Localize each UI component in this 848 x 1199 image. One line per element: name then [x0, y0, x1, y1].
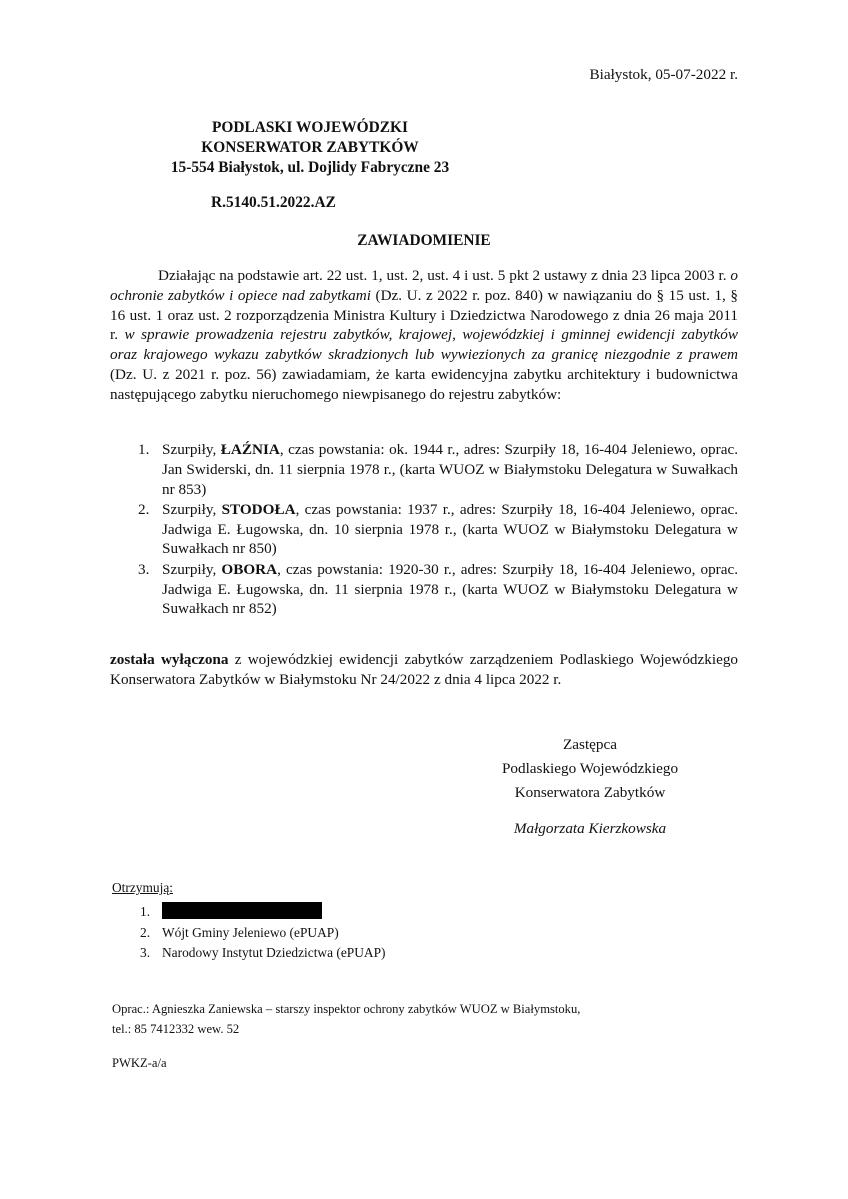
document-date: Białystok, 05-07-2022 r.: [589, 66, 738, 83]
signature-block: [450, 733, 730, 805]
preparer-phone: tel.: 85 7412332 wew. 52: [112, 1022, 240, 1036]
conclusion-paragraph: [110, 650, 738, 690]
issuer-line-1: PODLASKI WOJEWÓDZKI: [212, 119, 408, 136]
item-location: Szurpiły,: [162, 560, 222, 578]
item-location: Szurpiły,: [162, 500, 222, 518]
recipient-number: 3.: [140, 945, 151, 960]
signatory-office-2: Konserwatora Zabytków: [514, 784, 666, 801]
reference-number: R.5140.51.2022.AZ: [211, 194, 336, 211]
act-title: o ochronie zabytków i opiece nad zabytkami: [110, 267, 738, 304]
redaction-bar: [162, 902, 322, 919]
item-name: OBORA: [221, 560, 278, 578]
body-text-2: (Dz. U. z 2022 r. poz. 840) w nawiązaniu do § 15 ust. 1, § 16 ust. 1 oraz ust. 2 rozporządzenia Ministra Kultury i Dziedzictwa Narodowego z dnia 26 maja 2011 r.: [110, 286, 738, 344]
list-item: [110, 560, 738, 619]
recipients-list: [112, 902, 386, 964]
signatory-role: Zastępca: [563, 736, 617, 753]
issuer-header: [110, 118, 510, 178]
issuer-line-2: KONSERWATOR ZABYTKÓW: [201, 139, 419, 156]
recipient-number: 1.: [140, 904, 151, 919]
item-name: STODOŁA: [221, 500, 296, 518]
regulation-title: w sprawie prowadzenia rejestru zabytków, krajowej, wojewódzkiej i gminnej ewidencji zabytków oraz krajowego wykazu zabytków skradzionych lub wywiezionych za granicę niezgodnie z prawem: [110, 326, 738, 364]
signatory-name: Małgorzata Kierzkowska: [513, 820, 667, 837]
item-number: 1.: [138, 441, 150, 458]
list-item: [110, 440, 738, 499]
item-details: , czas powstania: 1920-30 r., adres: Szurpiły 18, 16-404 Jeleniewo, oprac. Jadwiga E. Ługowska, dn. 11 sierpnia 1978 r., (karta WUOZ w Białymstoku Delegatura w Suwałkach nr 852): [162, 560, 738, 618]
recipient-name: Wójt Gminy Jeleniewo (ePUAP): [162, 924, 339, 940]
item-details: , czas powstania: 1937 r., adres: Szurpiły 18, 16-404 Jeleniewo, oprac. Jadwiga E. Ługowska, dn. 10 sierpnia 1978 r., (karta WUOZ w Białymstoku Delegatura w Suwałkach nr 850): [162, 500, 738, 558]
body-text-1: Działając na podstawie art. 22 ust. 1, ust. 2, ust. 4 i ust. 5 pkt 2 ustawy z dnia 23 lipca 2003 r.: [158, 267, 731, 284]
file-code: PWKZ-a/a: [112, 1056, 167, 1070]
signatory-office-1: Podlaskiego Wojewódzkiego: [501, 760, 679, 777]
recipient-item: [112, 902, 386, 923]
item-number: 2.: [138, 500, 150, 518]
recipient-number: 2.: [140, 924, 151, 940]
item-details: , czas powstania: ok. 1944 r., adres: Szurpiły 18, 16-404 Jeleniewo, oprac. Jan Swiderski, dn. 11 sierpnia 1978 r., (karta WUOZ w Białymstoku Delegatura w Suwałkach nr 853): [162, 441, 738, 498]
preparer-info: Oprac.: Agnieszka Zaniewska – starszy inspektor ochrony zabytków WUOZ w Białymstoku,: [112, 1002, 581, 1016]
recipient-item: [112, 943, 386, 964]
list-item: [110, 500, 738, 559]
monument-list: [110, 440, 738, 620]
recipient-name: Narodowy Instytut Dziedzictwa (ePUAP): [162, 945, 386, 960]
conclusion-bold: została wyłączona: [110, 651, 229, 668]
body-text-3: (Dz. U. z 2021 r. poz. 56) zawiadamiam, że karta ewidencyjna zabytku architektury i budownictwa następującego zabytku nieruchomego niewpisanego do rejestru zabytków:: [110, 365, 738, 403]
item-location: Szurpiły,: [162, 441, 221, 458]
recipient-item: [112, 923, 386, 944]
item-name: ŁAŹNIA: [220, 441, 280, 458]
recipients-title: Otrzymują:: [112, 880, 173, 895]
document-title: ZAWIADOMIENIE: [357, 232, 491, 249]
conclusion-text: z wojewódzkiej ewidencji zabytków zarządzeniem Podlaskiego Wojewódzkiego Konserwatora Zabytków w Białymstoku Nr 24/2022 z dnia 4 lipca 2022 r.: [110, 651, 739, 688]
item-number: 3.: [138, 560, 150, 578]
preparer-footer: [112, 999, 580, 1039]
body-paragraph: [110, 266, 738, 405]
issuer-address: 15-554 Białystok, ul. Dojlidy Fabryczne 23: [170, 159, 450, 176]
